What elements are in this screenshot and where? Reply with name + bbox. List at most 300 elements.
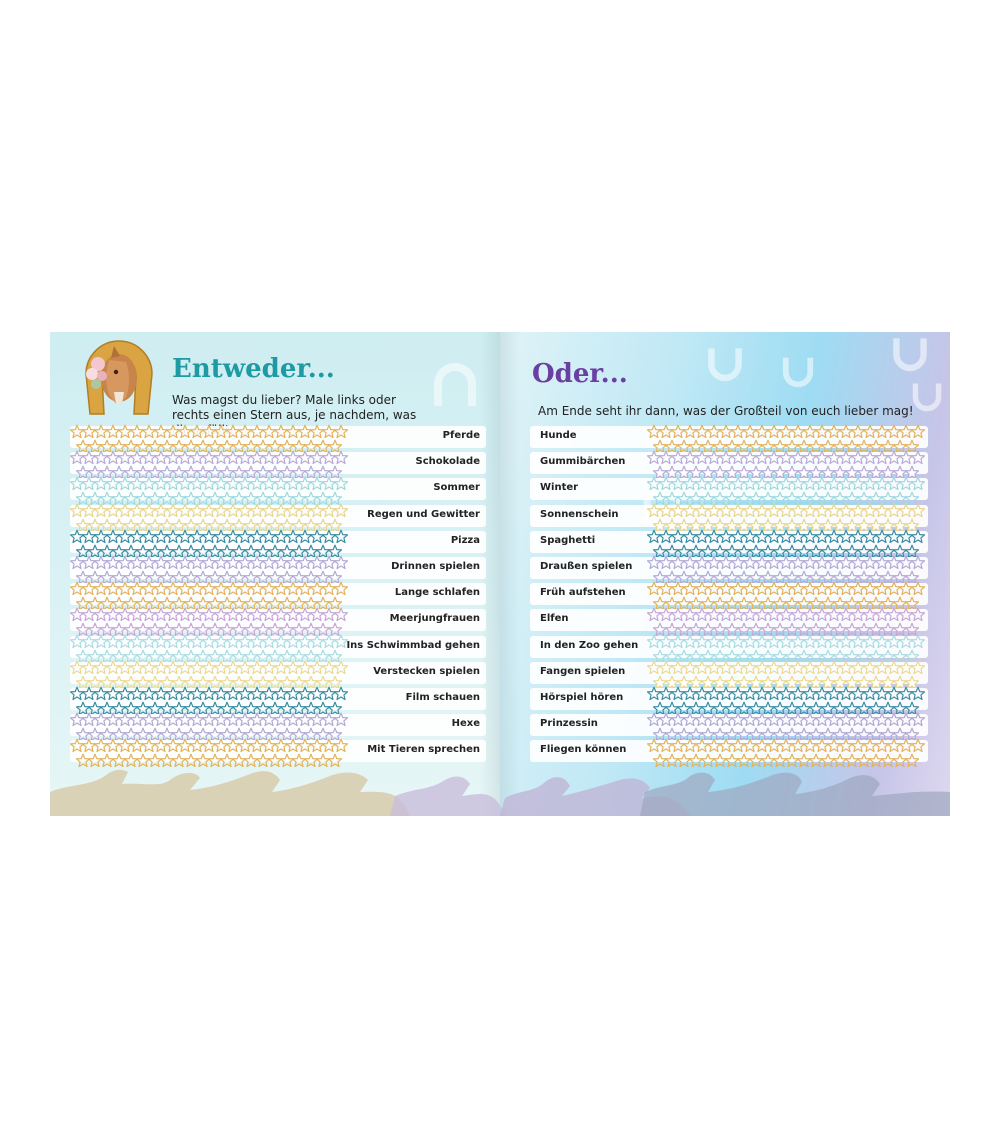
star-icon[interactable] <box>89 755 102 767</box>
star-icon[interactable] <box>155 478 168 490</box>
star-icon[interactable] <box>227 740 240 752</box>
star-icon[interactable] <box>744 609 757 621</box>
star-icon[interactable] <box>900 687 913 699</box>
star-icon[interactable] <box>311 609 324 621</box>
star-icon[interactable] <box>71 530 84 542</box>
star-icon[interactable] <box>852 635 865 647</box>
star-icon[interactable] <box>816 635 829 647</box>
star-icon[interactable] <box>107 609 120 621</box>
star-icon[interactable] <box>119 635 132 647</box>
star-icon[interactable] <box>263 740 276 752</box>
star-icon[interactable] <box>299 687 312 699</box>
star-icon[interactable] <box>684 556 697 568</box>
star-icon[interactable] <box>71 582 84 594</box>
star-icon[interactable] <box>804 740 817 752</box>
star-icon[interactable] <box>804 609 817 621</box>
star-icon[interactable] <box>155 425 168 437</box>
star-icon[interactable] <box>900 504 913 516</box>
star-icon[interactable] <box>840 713 853 725</box>
star-icon[interactable] <box>239 687 252 699</box>
star-icon[interactable] <box>155 713 168 725</box>
star-icon[interactable] <box>83 504 96 516</box>
star-icon[interactable] <box>113 755 126 767</box>
star-icon[interactable] <box>143 687 156 699</box>
star-icon[interactable] <box>696 609 709 621</box>
star-icon[interactable] <box>203 451 216 463</box>
star-icon[interactable] <box>143 740 156 752</box>
star-icon[interactable] <box>744 556 757 568</box>
star-icon[interactable] <box>215 661 228 673</box>
star-icon[interactable] <box>648 740 661 752</box>
star-icon[interactable] <box>323 425 336 437</box>
star-icon[interactable] <box>768 556 781 568</box>
star-icon[interactable] <box>281 755 294 767</box>
star-icon[interactable] <box>143 451 156 463</box>
star-icon[interactable] <box>311 713 324 725</box>
star-icon[interactable] <box>227 582 240 594</box>
star-icon[interactable] <box>780 425 793 437</box>
star-icon[interactable] <box>95 451 108 463</box>
star-icon[interactable] <box>275 451 288 463</box>
star-icon[interactable] <box>852 687 865 699</box>
star-icon[interactable] <box>161 755 174 767</box>
star-icon[interactable] <box>804 530 817 542</box>
star-icon[interactable] <box>323 687 336 699</box>
star-icon[interactable] <box>660 740 673 752</box>
star-icon[interactable] <box>852 530 865 542</box>
star-icon[interactable] <box>648 425 661 437</box>
star-icon[interactable] <box>275 556 288 568</box>
star-icon[interactable] <box>287 713 300 725</box>
star-icon[interactable] <box>768 609 781 621</box>
star-icon[interactable] <box>684 451 697 463</box>
star-icon[interactable] <box>71 661 84 673</box>
star-icon[interactable] <box>215 425 228 437</box>
star-icon[interactable] <box>840 687 853 699</box>
star-icon[interactable] <box>876 425 889 437</box>
star-icon[interactable] <box>155 687 168 699</box>
star-icon[interactable] <box>720 609 733 621</box>
star-icon[interactable] <box>179 530 192 542</box>
star-icon[interactable] <box>648 713 661 725</box>
star-icon[interactable] <box>876 451 889 463</box>
star-icon[interactable] <box>804 556 817 568</box>
star-icon[interactable] <box>209 755 222 767</box>
star-icon[interactable] <box>251 451 264 463</box>
star-icon[interactable] <box>335 713 348 725</box>
star-icon[interactable] <box>239 609 252 621</box>
star-icon[interactable] <box>119 530 132 542</box>
star-icon[interactable] <box>840 661 853 673</box>
star-icon[interactable] <box>167 478 180 490</box>
star-icon[interactable] <box>191 740 204 752</box>
star-icon[interactable] <box>684 687 697 699</box>
star-icon[interactable] <box>744 504 757 516</box>
star-icon[interactable] <box>744 582 757 594</box>
star-icon[interactable] <box>215 609 228 621</box>
star-icon[interactable] <box>179 687 192 699</box>
star-icon[interactable] <box>768 661 781 673</box>
star-icon[interactable] <box>672 530 685 542</box>
star-icon[interactable] <box>792 713 805 725</box>
star-icon[interactable] <box>792 609 805 621</box>
star-icon[interactable] <box>690 755 703 767</box>
star-icon[interactable] <box>215 530 228 542</box>
star-icon[interactable] <box>792 582 805 594</box>
star-icon[interactable] <box>131 687 144 699</box>
star-icon[interactable] <box>215 713 228 725</box>
star-icon[interactable] <box>876 661 889 673</box>
star-icon[interactable] <box>900 635 913 647</box>
star-icon[interactable] <box>299 504 312 516</box>
star-icon[interactable] <box>684 661 697 673</box>
star-icon[interactable] <box>672 556 685 568</box>
star-icon[interactable] <box>275 478 288 490</box>
star-icon[interactable] <box>191 661 204 673</box>
star-icon[interactable] <box>876 609 889 621</box>
star-icon[interactable] <box>816 687 829 699</box>
star-icon[interactable] <box>780 713 793 725</box>
star-icon[interactable] <box>287 661 300 673</box>
star-icon[interactable] <box>900 713 913 725</box>
star-icon[interactable] <box>299 609 312 621</box>
star-icon[interactable] <box>888 635 901 647</box>
star-icon[interactable] <box>155 661 168 673</box>
star-icon[interactable] <box>251 713 264 725</box>
star-icon[interactable] <box>119 609 132 621</box>
star-icon[interactable] <box>155 582 168 594</box>
star-icon[interactable] <box>71 740 84 752</box>
star-icon[interactable] <box>888 661 901 673</box>
star-icon[interactable] <box>792 530 805 542</box>
star-icon[interactable] <box>119 687 132 699</box>
star-icon[interactable] <box>227 609 240 621</box>
star-icon[interactable] <box>810 755 823 767</box>
star-icon[interactable] <box>239 713 252 725</box>
star-icon[interactable] <box>912 530 925 542</box>
star-icon[interactable] <box>660 425 673 437</box>
star-icon[interactable] <box>71 687 84 699</box>
star-icon[interactable] <box>179 451 192 463</box>
star-icon[interactable] <box>732 661 745 673</box>
star-icon[interactable] <box>323 556 336 568</box>
star-icon[interactable] <box>792 661 805 673</box>
star-icon[interactable] <box>311 556 324 568</box>
star-icon[interactable] <box>191 635 204 647</box>
star-icon[interactable] <box>660 635 673 647</box>
star-icon[interactable] <box>708 425 721 437</box>
star-icon[interactable] <box>840 556 853 568</box>
star-icon[interactable] <box>329 755 342 767</box>
star-icon[interactable] <box>155 556 168 568</box>
star-icon[interactable] <box>311 661 324 673</box>
star-icon[interactable] <box>251 556 264 568</box>
star-icon[interactable] <box>900 425 913 437</box>
star-icon[interactable] <box>251 478 264 490</box>
star-icon[interactable] <box>263 687 276 699</box>
star-icon[interactable] <box>227 530 240 542</box>
star-icon[interactable] <box>299 425 312 437</box>
star-icon[interactable] <box>756 478 769 490</box>
star-icon[interactable] <box>708 609 721 621</box>
star-icon[interactable] <box>95 740 108 752</box>
star-icon[interactable] <box>732 740 745 752</box>
star-icon[interactable] <box>864 687 877 699</box>
star-icon[interactable] <box>780 582 793 594</box>
star-icon[interactable] <box>888 425 901 437</box>
star-icon[interactable] <box>167 609 180 621</box>
star-icon[interactable] <box>335 425 348 437</box>
star-icon[interactable] <box>648 451 661 463</box>
star-icon[interactable] <box>191 582 204 594</box>
star-icon[interactable] <box>720 451 733 463</box>
star-icon[interactable] <box>828 451 841 463</box>
star-icon[interactable] <box>804 504 817 516</box>
star-icon[interactable] <box>672 687 685 699</box>
star-icon[interactable] <box>648 609 661 621</box>
star-icon[interactable] <box>239 635 252 647</box>
star-icon[interactable] <box>239 530 252 542</box>
star-icon[interactable] <box>95 635 108 647</box>
star-icon[interactable] <box>864 582 877 594</box>
star-icon[interactable] <box>155 740 168 752</box>
star-icon[interactable] <box>696 635 709 647</box>
star-icon[interactable] <box>816 740 829 752</box>
star-icon[interactable] <box>816 451 829 463</box>
star-icon[interactable] <box>275 687 288 699</box>
star-icon[interactable] <box>732 478 745 490</box>
star-icon[interactable] <box>107 687 120 699</box>
star-icon[interactable] <box>852 504 865 516</box>
star-icon[interactable] <box>708 556 721 568</box>
star-icon[interactable] <box>131 478 144 490</box>
star-icon[interactable] <box>95 609 108 621</box>
star-icon[interactable] <box>744 661 757 673</box>
star-icon[interactable] <box>888 740 901 752</box>
star-icon[interactable] <box>684 740 697 752</box>
star-icon[interactable] <box>840 582 853 594</box>
star-icon[interactable] <box>251 661 264 673</box>
star-icon[interactable] <box>792 425 805 437</box>
star-icon[interactable] <box>756 582 769 594</box>
star-icon[interactable] <box>275 425 288 437</box>
star-icon[interactable] <box>792 478 805 490</box>
star-icon[interactable] <box>119 425 132 437</box>
star-icon[interactable] <box>269 755 282 767</box>
star-icon[interactable] <box>251 635 264 647</box>
star-icon[interactable] <box>227 687 240 699</box>
star-icon[interactable] <box>696 582 709 594</box>
star-icon[interactable] <box>912 425 925 437</box>
star-icon[interactable] <box>840 504 853 516</box>
star-icon[interactable] <box>119 713 132 725</box>
star-icon[interactable] <box>708 740 721 752</box>
star-icon[interactable] <box>191 451 204 463</box>
star-icon[interactable] <box>203 740 216 752</box>
star-icon[interactable] <box>251 687 264 699</box>
star-icon[interactable] <box>275 582 288 594</box>
star-icon[interactable] <box>768 582 781 594</box>
star-icon[interactable] <box>696 478 709 490</box>
star-icon[interactable] <box>756 687 769 699</box>
star-icon[interactable] <box>191 504 204 516</box>
star-icon[interactable] <box>720 661 733 673</box>
star-icon[interactable] <box>107 582 120 594</box>
star-icon[interactable] <box>263 478 276 490</box>
star-icon[interactable] <box>275 740 288 752</box>
star-icon[interactable] <box>648 582 661 594</box>
star-icon[interactable] <box>660 504 673 516</box>
star-icon[interactable] <box>143 609 156 621</box>
star-icon[interactable] <box>275 609 288 621</box>
star-icon[interactable] <box>756 740 769 752</box>
star-icon[interactable] <box>708 530 721 542</box>
star-icon[interactable] <box>251 504 264 516</box>
star-icon[interactable] <box>191 425 204 437</box>
star-icon[interactable] <box>744 425 757 437</box>
star-icon[interactable] <box>684 713 697 725</box>
star-icon[interactable] <box>900 478 913 490</box>
star-icon[interactable] <box>828 740 841 752</box>
star-icon[interactable] <box>678 755 691 767</box>
star-icon[interactable] <box>167 556 180 568</box>
star-icon[interactable] <box>744 740 757 752</box>
star-icon[interactable] <box>888 582 901 594</box>
star-icon[interactable] <box>83 582 96 594</box>
star-icon[interactable] <box>876 582 889 594</box>
star-icon[interactable] <box>660 478 673 490</box>
star-icon[interactable] <box>335 504 348 516</box>
star-icon[interactable] <box>263 425 276 437</box>
star-icon[interactable] <box>672 635 685 647</box>
star-icon[interactable] <box>816 504 829 516</box>
star-icon[interactable] <box>768 635 781 647</box>
star-icon[interactable] <box>179 425 192 437</box>
star-icon[interactable] <box>131 530 144 542</box>
star-icon[interactable] <box>732 530 745 542</box>
star-icon[interactable] <box>828 687 841 699</box>
star-icon[interactable] <box>107 713 120 725</box>
star-icon[interactable] <box>215 478 228 490</box>
star-icon[interactable] <box>876 740 889 752</box>
star-icon[interactable] <box>179 478 192 490</box>
star-icon[interactable] <box>708 635 721 647</box>
star-icon[interactable] <box>840 451 853 463</box>
star-icon[interactable] <box>71 556 84 568</box>
star-icon[interactable] <box>299 478 312 490</box>
star-icon[interactable] <box>287 425 300 437</box>
star-icon[interactable] <box>912 556 925 568</box>
star-icon[interactable] <box>215 687 228 699</box>
star-icon[interactable] <box>696 661 709 673</box>
star-icon[interactable] <box>882 755 895 767</box>
star-icon[interactable] <box>287 635 300 647</box>
star-icon[interactable] <box>660 687 673 699</box>
star-icon[interactable] <box>834 755 847 767</box>
star-icon[interactable] <box>317 755 330 767</box>
star-icon[interactable] <box>203 713 216 725</box>
star-icon[interactable] <box>239 451 252 463</box>
star-icon[interactable] <box>756 713 769 725</box>
star-icon[interactable] <box>732 425 745 437</box>
star-icon[interactable] <box>71 478 84 490</box>
star-icon[interactable] <box>131 425 144 437</box>
star-icon[interactable] <box>804 661 817 673</box>
star-icon[interactable] <box>275 530 288 542</box>
star-icon[interactable] <box>311 530 324 542</box>
star-icon[interactable] <box>119 582 132 594</box>
star-icon[interactable] <box>912 609 925 621</box>
star-icon[interactable] <box>257 755 270 767</box>
star-icon[interactable] <box>726 755 739 767</box>
star-icon[interactable] <box>287 687 300 699</box>
star-icon[interactable] <box>852 713 865 725</box>
star-icon[interactable] <box>804 425 817 437</box>
star-icon[interactable] <box>77 755 90 767</box>
star-icon[interactable] <box>780 451 793 463</box>
star-icon[interactable] <box>335 740 348 752</box>
star-icon[interactable] <box>840 609 853 621</box>
star-icon[interactable] <box>792 504 805 516</box>
star-icon[interactable] <box>179 635 192 647</box>
star-icon[interactable] <box>323 635 336 647</box>
star-icon[interactable] <box>768 504 781 516</box>
star-icon[interactable] <box>167 713 180 725</box>
star-icon[interactable] <box>143 661 156 673</box>
star-icon[interactable] <box>816 713 829 725</box>
star-icon[interactable] <box>173 755 186 767</box>
star-icon[interactable] <box>143 478 156 490</box>
star-icon[interactable] <box>792 635 805 647</box>
star-icon[interactable] <box>696 425 709 437</box>
star-icon[interactable] <box>215 582 228 594</box>
star-icon[interactable] <box>125 755 138 767</box>
star-icon[interactable] <box>804 635 817 647</box>
star-icon[interactable] <box>816 556 829 568</box>
star-icon[interactable] <box>720 556 733 568</box>
star-icon[interactable] <box>311 504 324 516</box>
star-icon[interactable] <box>119 556 132 568</box>
star-icon[interactable] <box>167 451 180 463</box>
star-icon[interactable] <box>720 425 733 437</box>
star-icon[interactable] <box>179 582 192 594</box>
star-icon[interactable] <box>864 504 877 516</box>
star-icon[interactable] <box>149 755 162 767</box>
star-icon[interactable] <box>666 755 679 767</box>
star-icon[interactable] <box>912 635 925 647</box>
star-icon[interactable] <box>744 451 757 463</box>
star-icon[interactable] <box>71 451 84 463</box>
star-icon[interactable] <box>864 740 877 752</box>
star-icon[interactable] <box>660 556 673 568</box>
star-icon[interactable] <box>684 425 697 437</box>
star-icon[interactable] <box>768 530 781 542</box>
star-icon[interactable] <box>876 713 889 725</box>
star-icon[interactable] <box>167 504 180 516</box>
star-icon[interactable] <box>720 713 733 725</box>
star-icon[interactable] <box>696 504 709 516</box>
star-icon[interactable] <box>864 713 877 725</box>
star-icon[interactable] <box>780 609 793 621</box>
star-icon[interactable] <box>155 530 168 542</box>
star-icon[interactable] <box>233 755 246 767</box>
star-icon[interactable] <box>864 478 877 490</box>
star-icon[interactable] <box>864 451 877 463</box>
star-icon[interactable] <box>888 478 901 490</box>
star-icon[interactable] <box>95 504 108 516</box>
star-icon[interactable] <box>71 504 84 516</box>
star-icon[interactable] <box>83 740 96 752</box>
